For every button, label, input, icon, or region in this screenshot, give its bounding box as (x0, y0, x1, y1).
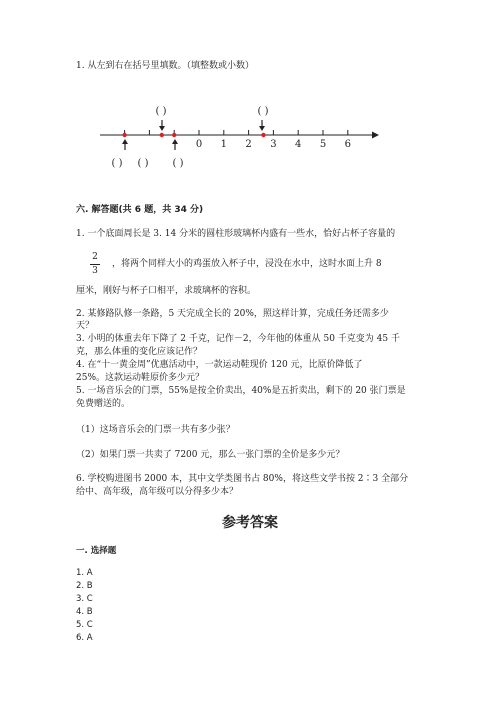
problem-5-line-1: 5. 一场音乐会的门票，55%是按全价卖出，40%是五折卖出，剩下的 20 张门票是 (76, 386, 406, 396)
answer-title: 参考答案 (222, 515, 278, 531)
top-bracket-1: ( ) (155, 106, 167, 117)
answer-section-heading: 一. 选择题 (76, 546, 117, 556)
fraction-two-thirds (90, 252, 100, 277)
down-arrow-icon (259, 120, 265, 131)
section-6-heading: 六. 解答题(共 6 题，共 34 分) (76, 205, 204, 215)
answer-item: 2. B (76, 581, 93, 591)
problem-1-line-1: 1. 一个底面周长是 3. 14 分米的圆柱形玻璃杯内盛有一些水，恰好占杯子容量的 (76, 229, 396, 239)
problem-2-line-1: 2. 某修路队修一条路，5 天完成全长的 20%，照这样计算，完成任务还需多少 (76, 309, 389, 319)
problem-2-line-2: 天？ (76, 321, 95, 331)
tick-label: 3 (270, 139, 277, 150)
problem-3-line-1: 3. 小明的体重去年下降了 2 千克，记作－2，今年他的体重从 50 千克变为 45 千 (76, 334, 400, 344)
problem-4-line-1: 4. 在“十一黄金周”优惠活动中，一款运动鞋现价 120 元，比原价降低了 (76, 360, 363, 370)
number-line (95, 98, 385, 178)
marked-point (160, 133, 164, 137)
answer-item: 3. C (76, 594, 93, 604)
problem-4-line-2: 25%。这款运动鞋原价多少元？ (76, 373, 205, 383)
problem-6-line-2: 给中、高年级，高年级可以分得多少本？ (76, 487, 239, 497)
problem-1-line-3: 厘米，刚好与杯子口相平，求玻璃杯的容积。 (76, 286, 257, 296)
problem-1-line-2: ，将两个同样大小的鸡蛋放入杯子中，浸没在水中，这时水面上升 8 (112, 259, 382, 269)
down-arrow-icon (159, 120, 165, 131)
fraction-numerator: 2 (92, 252, 98, 262)
problem-5-sub-2: （2）如果门票一共卖了 7200 元，那么一张门票的全价是多少元？ (76, 450, 345, 460)
tick-label: 1 (220, 139, 227, 150)
bottom-bracket-3: ( ) (172, 158, 184, 169)
problem-3-line-2: 克，那么体重的变化应该记作？ (76, 347, 203, 357)
problem-6-line-1: 6. 学校购进图书 2000 本，其中文学类图书占 80%，将这些文学书按 2∶3 全部分 (76, 474, 409, 484)
bottom-bracket-2: ( ) (137, 158, 149, 169)
tick-label: 4 (295, 139, 302, 150)
tick-label: 5 (319, 139, 327, 150)
answer-item: 4. B (76, 607, 93, 617)
marked-point (122, 133, 126, 137)
fraction-denominator: 3 (92, 266, 98, 276)
problem-5-sub-1: （1）这场音乐会的门票一共有多少张？ (76, 425, 235, 435)
bottom-bracket-1: ( ) (111, 158, 123, 169)
up-arrow-icon (122, 139, 128, 150)
marked-point (261, 133, 265, 137)
axis-arrow-icon (372, 132, 379, 139)
tick-label: 2 (245, 139, 252, 150)
problem-5-line-2: 免费赠送的。 (76, 399, 131, 409)
question-1: 1. 从左到右在括号里填数。（填整数或小数） (76, 61, 254, 71)
tick-label: 0 (195, 139, 203, 150)
answer-item: 1. A (76, 568, 93, 578)
answer-item: 6. A (76, 633, 93, 643)
up-arrow-icon (172, 139, 178, 150)
top-bracket-2: ( ) (257, 106, 269, 117)
tick-label: 6 (344, 139, 351, 150)
answer-item: 5. C (76, 620, 93, 630)
marked-point (172, 133, 176, 137)
